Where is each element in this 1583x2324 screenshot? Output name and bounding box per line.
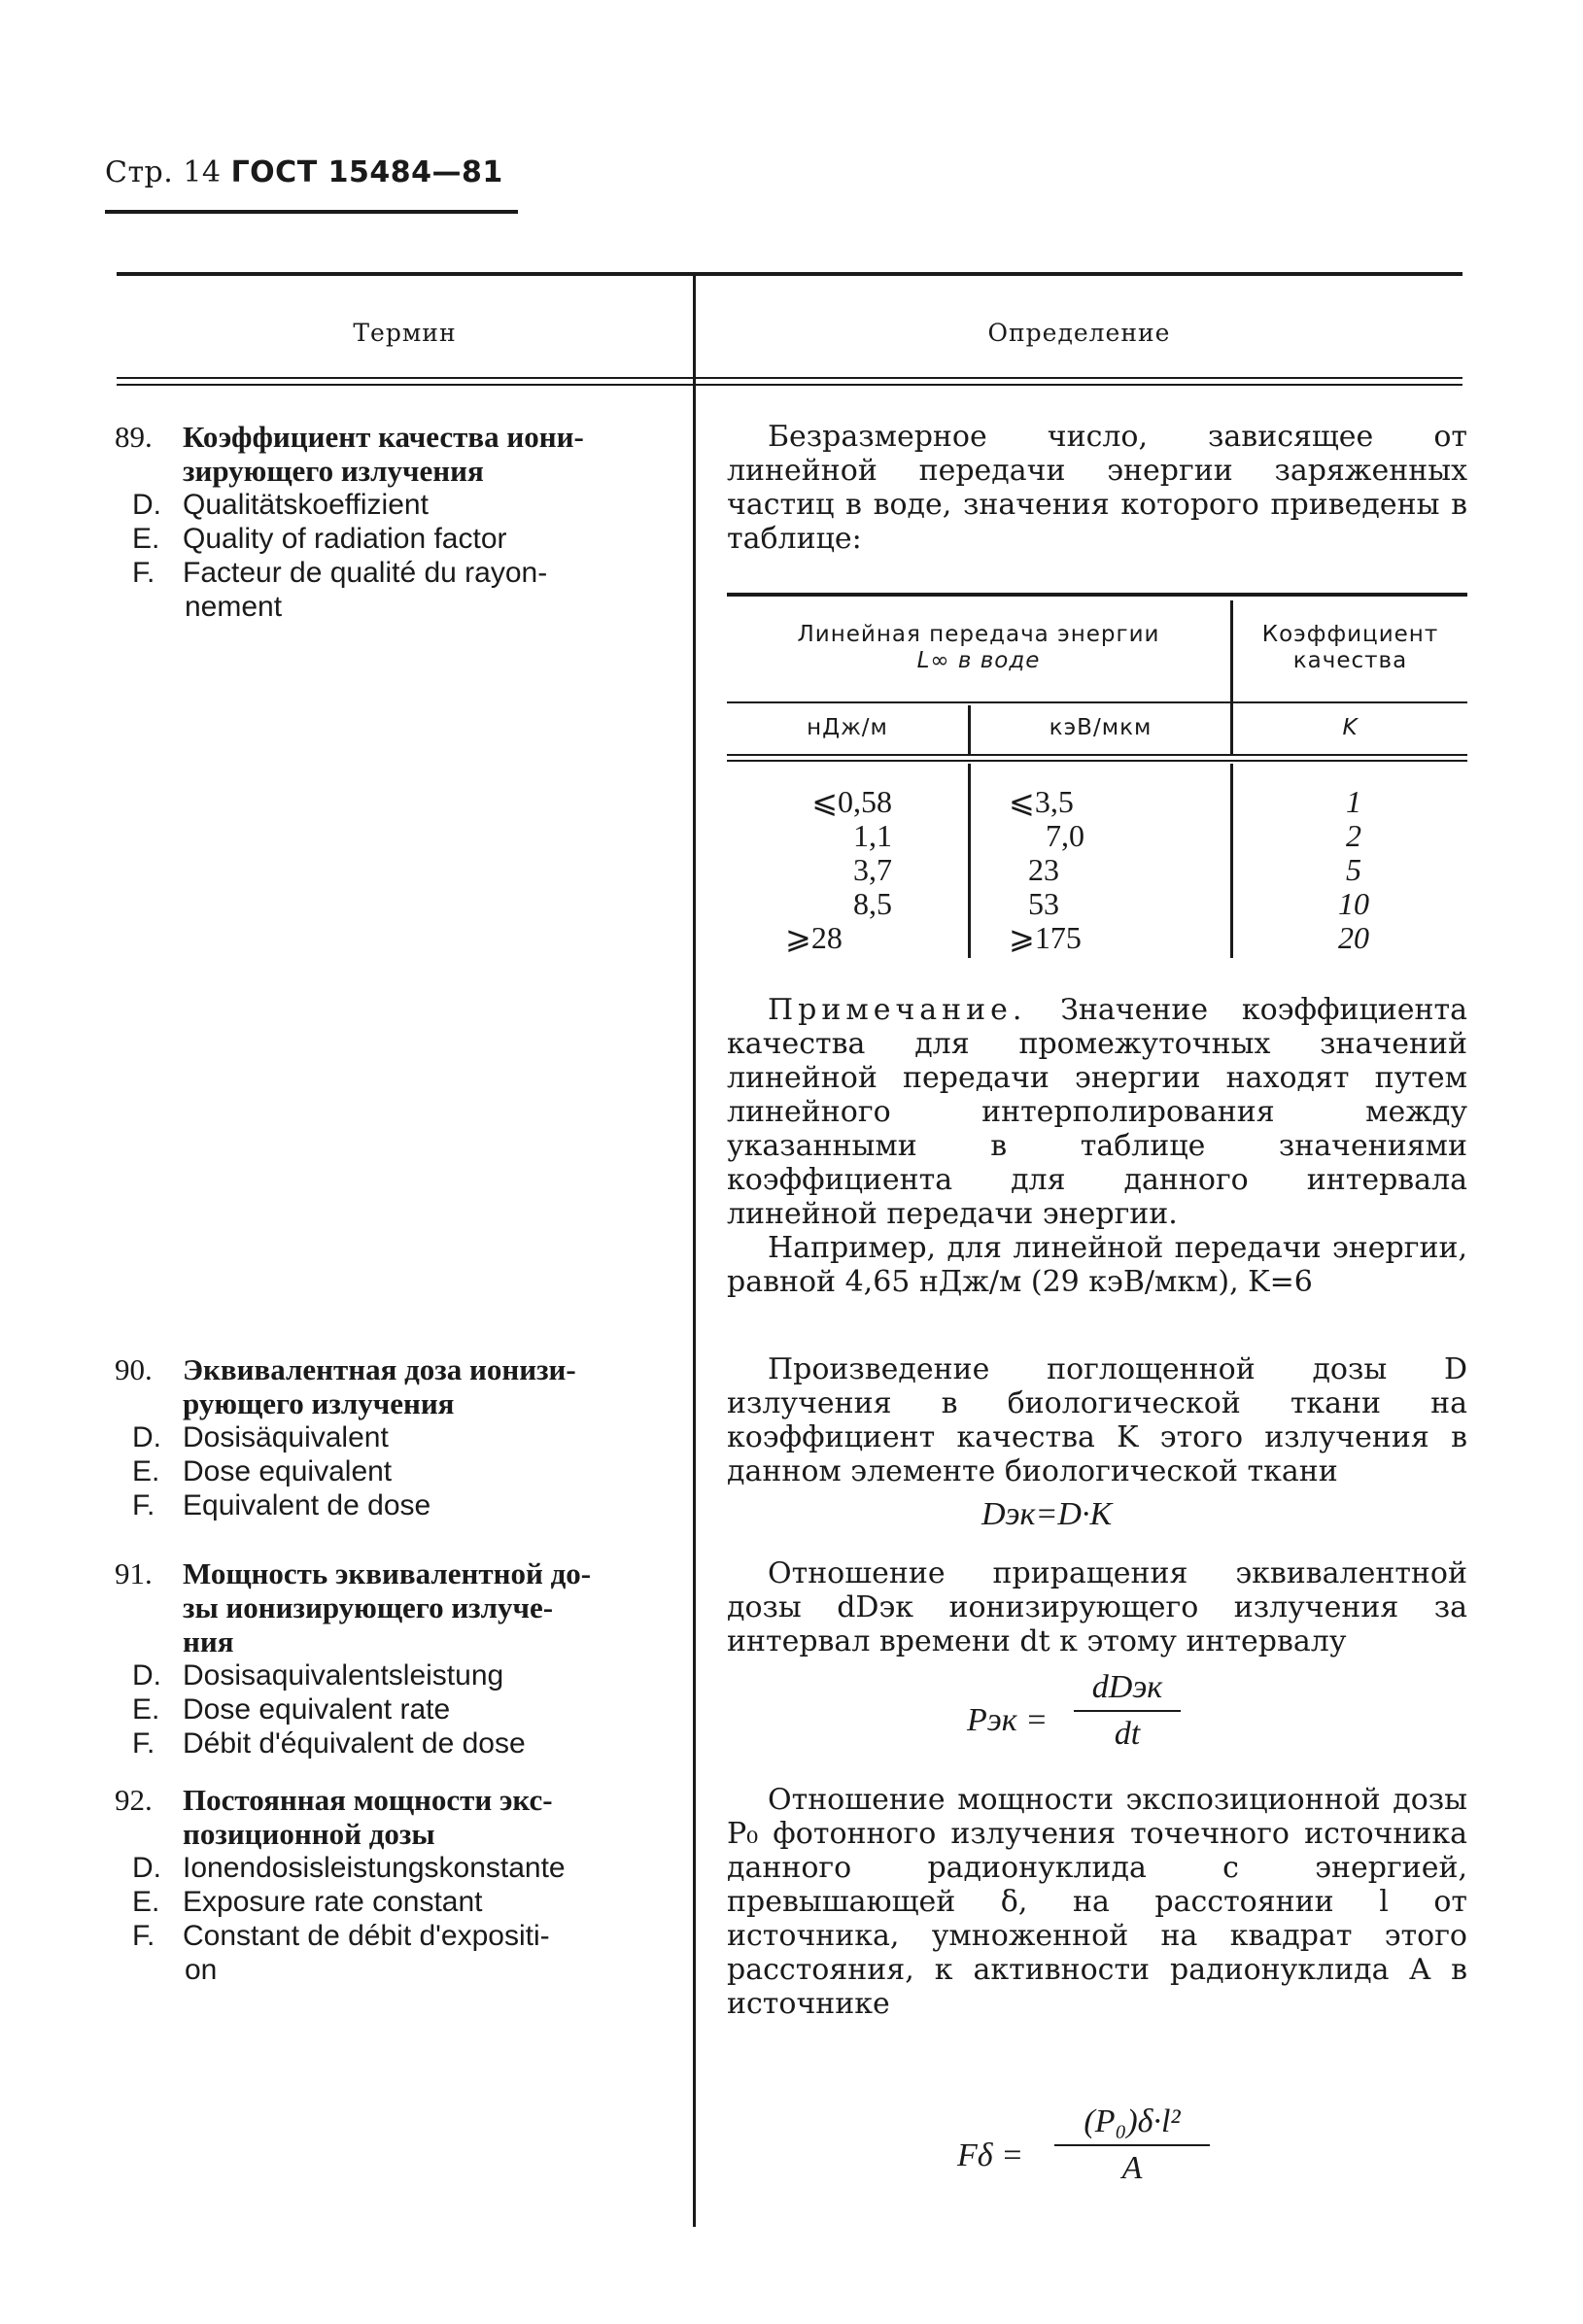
fraction-bar bbox=[1074, 1710, 1181, 1712]
header-rule-2 bbox=[117, 384, 1463, 386]
definition-92: Отношение мощности экспозиционной дозы P₀ фотонного излучения точечного источника данного радионуклида с энергией, превышающей δ, на расстоянии l от источника, умноженной на квадрат этого расстояния, к активности радионуклида A в источнике bbox=[727, 1783, 1467, 2021]
inner-table-vline-4 bbox=[1230, 764, 1233, 958]
header-rule-1 bbox=[117, 377, 1463, 379]
term-fr: F. Facteur de qualité du rayon- bbox=[132, 557, 548, 589]
note bbox=[727, 993, 1467, 1299]
term-de: D. Qualitätskoeffizient bbox=[132, 489, 429, 521]
term-de: D. Dosisäquivalent bbox=[132, 1421, 389, 1453]
formula-91-lhs: Pэк = bbox=[967, 1702, 1049, 1738]
term-en: E. Dose equivalent rate bbox=[132, 1693, 451, 1726]
term-en: E. Dose equivalent bbox=[132, 1455, 393, 1487]
inner-sub-rule-2 bbox=[1233, 701, 1467, 703]
column-head-definition: Определение bbox=[987, 319, 1171, 347]
term-fr: F. Constant de débit d'expositi- bbox=[132, 1920, 550, 1952]
k-values: 1 2 5 10 20 bbox=[1338, 784, 1369, 955]
inner-body-rule-2 bbox=[727, 760, 1467, 762]
kev-values: ⩽3,5 7,0 23 53 ⩾175 bbox=[1009, 784, 1084, 955]
note-text: Значение коэффициента качества для промежуточных значений линейной передачи энергии находят путем линейного интерполирования между указанными в таблице значениями коэффициента для данного интервала линейной передачи энергии. bbox=[727, 993, 1467, 1231]
definition-90: Произведение поглощенной дозы D излучения в биологической ткани на коэффициент качества K этого излучения в данном элементе биологической ткани bbox=[727, 1352, 1467, 1488]
ndj-values: ⩽0,58 1,1 3,7 8,5 ⩾28 bbox=[785, 784, 892, 955]
note-label: Примечание. bbox=[768, 993, 1027, 1027]
term-en: E. Quality of radiation factor bbox=[132, 523, 507, 555]
term-fr-cont: nement bbox=[185, 591, 283, 623]
term-90 bbox=[115, 1352, 678, 1522]
fraction-bar bbox=[1054, 2144, 1210, 2146]
unit-k: K bbox=[1342, 715, 1359, 740]
term-fr-cont: on bbox=[185, 1954, 218, 1986]
term-de: D. Ionendosisleistungskonstante bbox=[132, 1852, 566, 1884]
formula-92-lhs: Fδ = bbox=[957, 2137, 1024, 2173]
term-title: 89. Коэффициент качества иони- зирующего излучения bbox=[115, 420, 584, 488]
term-number: 92. bbox=[115, 1783, 153, 1817]
inner-sub-rule bbox=[727, 701, 1230, 703]
term-89 bbox=[115, 420, 678, 624]
term-de: D. Dosisaquivalentsleistung bbox=[132, 1659, 504, 1692]
term-title: 90. Эквивалентная доза ионизи- рующего излучения bbox=[115, 1352, 576, 1420]
inner-body-rule-1 bbox=[727, 754, 1467, 756]
table-top-rule bbox=[117, 272, 1463, 276]
term-en: E. Exposure rate constant bbox=[132, 1886, 483, 1918]
column-head-term: Термин bbox=[353, 319, 457, 347]
header-rule bbox=[105, 210, 518, 214]
term-fr: F. Débit d'équivalent de dose bbox=[132, 1727, 526, 1760]
standard-number: ГОСТ 15484—81 bbox=[230, 155, 503, 189]
definition-89: Безразмерное число, зависящее от линейной передачи энергии заряженных частиц в воде, значения которого приведены в таблице: bbox=[727, 420, 1467, 556]
term-number: 89. bbox=[115, 420, 153, 454]
term-number: 90. bbox=[115, 1352, 153, 1386]
inner-table-vline-3 bbox=[968, 764, 971, 958]
let-header: Линейная передача энергии L∞ в воде bbox=[797, 622, 1160, 673]
term-title: 91. Мощность эквивалентной до- зы ионизирующего излуче- ния bbox=[115, 1556, 592, 1658]
formula-91-fraction: dDэк dt bbox=[1074, 1669, 1181, 1753]
term-92 bbox=[115, 1783, 678, 1987]
definition-91: Отношение приращения эквивалентной дозы dDэк ионизирующего излучения за интервал времени dt к этому интервалу bbox=[727, 1556, 1467, 1658]
formula-92-fraction: (P₀)δ·l² A bbox=[1054, 2103, 1210, 2187]
unit-kev: кэВ/мкм bbox=[1049, 715, 1153, 740]
unit-ndj: нДж/м bbox=[807, 715, 888, 740]
page-header bbox=[105, 155, 503, 189]
k-header: Коэффициент качества bbox=[1261, 622, 1439, 673]
term-title: 92. Постоянная мощности экс- позиционной дозы bbox=[115, 1783, 553, 1851]
note-example: Например, для линейной передачи энергии, равной 4,65 нДж/м (29 кэВ/мкм), K=6 bbox=[727, 1231, 1467, 1299]
formula-90: Dэк=D·K bbox=[981, 1496, 1113, 1532]
column-divider bbox=[693, 274, 696, 2227]
inner-table-top-rule bbox=[727, 593, 1467, 597]
term-number: 91. bbox=[115, 1556, 153, 1590]
page-number: Стр. 14 bbox=[105, 155, 222, 189]
term-fr: F. Equivalent de dose bbox=[132, 1489, 431, 1521]
term-91 bbox=[115, 1556, 678, 1760]
